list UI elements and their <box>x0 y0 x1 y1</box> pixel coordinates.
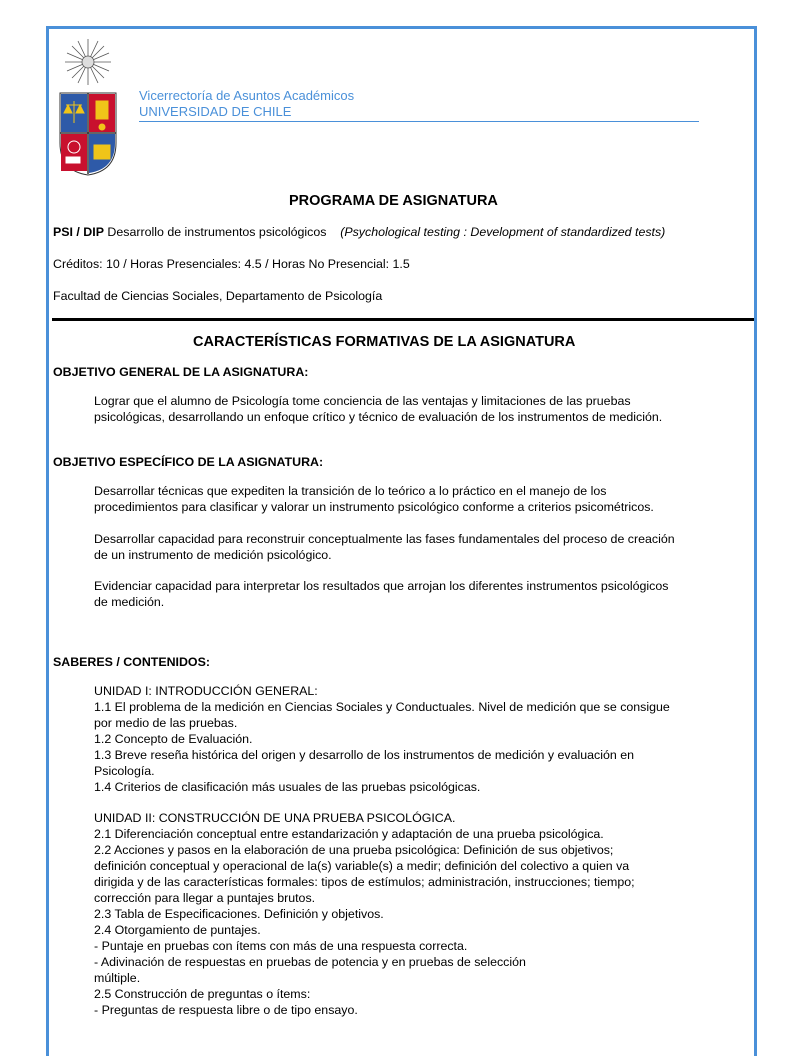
vicerrectoria-label: Vicerrectoría de Asuntos Académicos <box>139 88 355 103</box>
course-english-name: (Psychological testing : Development of standardized tests) <box>340 225 666 239</box>
text-line: de medición. <box>94 595 165 609</box>
text-line: Evidenciar capacidad para interpretar los resultados que arrojan los diferentes instrumentos psicológicos <box>94 579 669 593</box>
page-title: PROGRAMA DE ASIGNATURA <box>289 193 498 209</box>
text-line: - Puntaje en pruebas con ítems con más de una respuesta correcta. <box>94 939 468 953</box>
characteristics-title: CARACTERÍSTICAS FORMATIVAS DE LA ASIGNATURA <box>193 334 576 350</box>
text-line: Lograr que el alumno de Psicología tome conciencia de las ventajas y limitaciones de las pruebas <box>94 394 631 408</box>
university-name: UNIVERSIDAD DE CHILE <box>139 104 699 122</box>
general-objective-text <box>94 393 724 425</box>
specific-objective-heading: OBJETIVO ESPECÍFICO DE LA ASIGNATURA: <box>53 455 324 469</box>
text-line: Psicología. <box>94 764 155 778</box>
shield-icon <box>60 93 116 175</box>
text-line: definición conceptual y operacional de la(s) variable(s) a medir; definición del colectivo a quien va <box>94 859 630 873</box>
university-crest-logo <box>56 35 120 177</box>
section-divider <box>52 318 754 321</box>
credits-line: Créditos: 10 / Horas Presenciales: 4.5 / Horas No Presencial: 1.5 <box>53 257 410 271</box>
text-line: Desarrollar capacidad para reconstruir conceptualmente las fases fundamentales del proceso de creación <box>94 532 675 546</box>
unit-1-title: UNIDAD I: INTRODUCCIÓN GENERAL: <box>94 684 318 698</box>
text-line: 1.1 El problema de la medición en Ciencias Sociales y Conductuales. Nivel de medición que se consigue <box>94 700 670 714</box>
text-line: 1.4 Criterios de clasificación más usuales de las pruebas psicológicas. <box>94 780 481 794</box>
text-line: 2.3 Tabla de Especificaciones. Definición y objetivos. <box>94 907 384 921</box>
course-name: Desarrollo de instrumentos psicológicos <box>107 225 327 239</box>
general-objective-heading: OBJETIVO GENERAL DE LA ASIGNATURA: <box>53 365 309 379</box>
faculty-line: Facultad de Ciencias Sociales, Departamento de Psicología <box>53 289 383 303</box>
course-code: PSI / DIP <box>53 225 104 239</box>
unit-2-title: UNIDAD II: CONSTRUCCIÓN DE UNA PRUEBA PSICOLÓGICA. <box>94 811 456 825</box>
text-line: múltiple. <box>94 971 141 985</box>
unit-2-content <box>94 810 724 1018</box>
text-line: - Adivinación de respuestas en pruebas de potencia y en pruebas de selección <box>94 955 526 969</box>
specific-objective-2 <box>94 531 724 563</box>
text-line: Desarrollar técnicas que expediten la transición de lo teórico a lo práctico en el manejo de los <box>94 484 607 498</box>
text-line: psicológicas, desarrollando un enfoque crítico y técnico de evaluación de los instrumentos de medición. <box>94 410 663 424</box>
institution-header <box>139 88 699 122</box>
text-line: corrección para llegar a puntajes brutos. <box>94 891 316 905</box>
specific-objective-3 <box>94 578 724 610</box>
text-line: - Preguntas de respuesta libre o de tipo ensayo. <box>94 1003 358 1017</box>
text-line: procedimientos para clasificar y valorar un instrumento psicológico conforme a criterios psicométricos. <box>94 500 654 514</box>
text-line: de un instrumento de medición psicológico. <box>94 548 332 562</box>
specific-objective-1 <box>94 483 724 515</box>
text-line: dirigida y de las características formales: tipos de estímulos; administración, instrucciones; tiempo; <box>94 875 635 889</box>
contents-heading: SABERES / CONTENIDOS: <box>53 655 210 669</box>
text-line: 2.2 Acciones y pasos en la elaboración de una prueba psicológica: Definición de sus objetivos; <box>94 843 614 857</box>
text-line: 2.1 Diferenciación conceptual entre estandarización y adaptación de una prueba psicológica. <box>94 827 604 841</box>
star-icon <box>65 39 111 85</box>
course-line <box>53 224 665 240</box>
text-line: 1.2 Concepto de Evaluación. <box>94 732 253 746</box>
text-line: 2.5 Construcción de preguntas o ítems: <box>94 987 311 1001</box>
unit-1-content <box>94 683 724 795</box>
text-line: 2.4 Otorgamiento de puntajes. <box>94 923 261 937</box>
text-line: 1.3 Breve reseña histórica del origen y desarrollo de los instrumentos de medición y evaluación en <box>94 748 634 762</box>
text-line: por medio de las pruebas. <box>94 716 238 730</box>
